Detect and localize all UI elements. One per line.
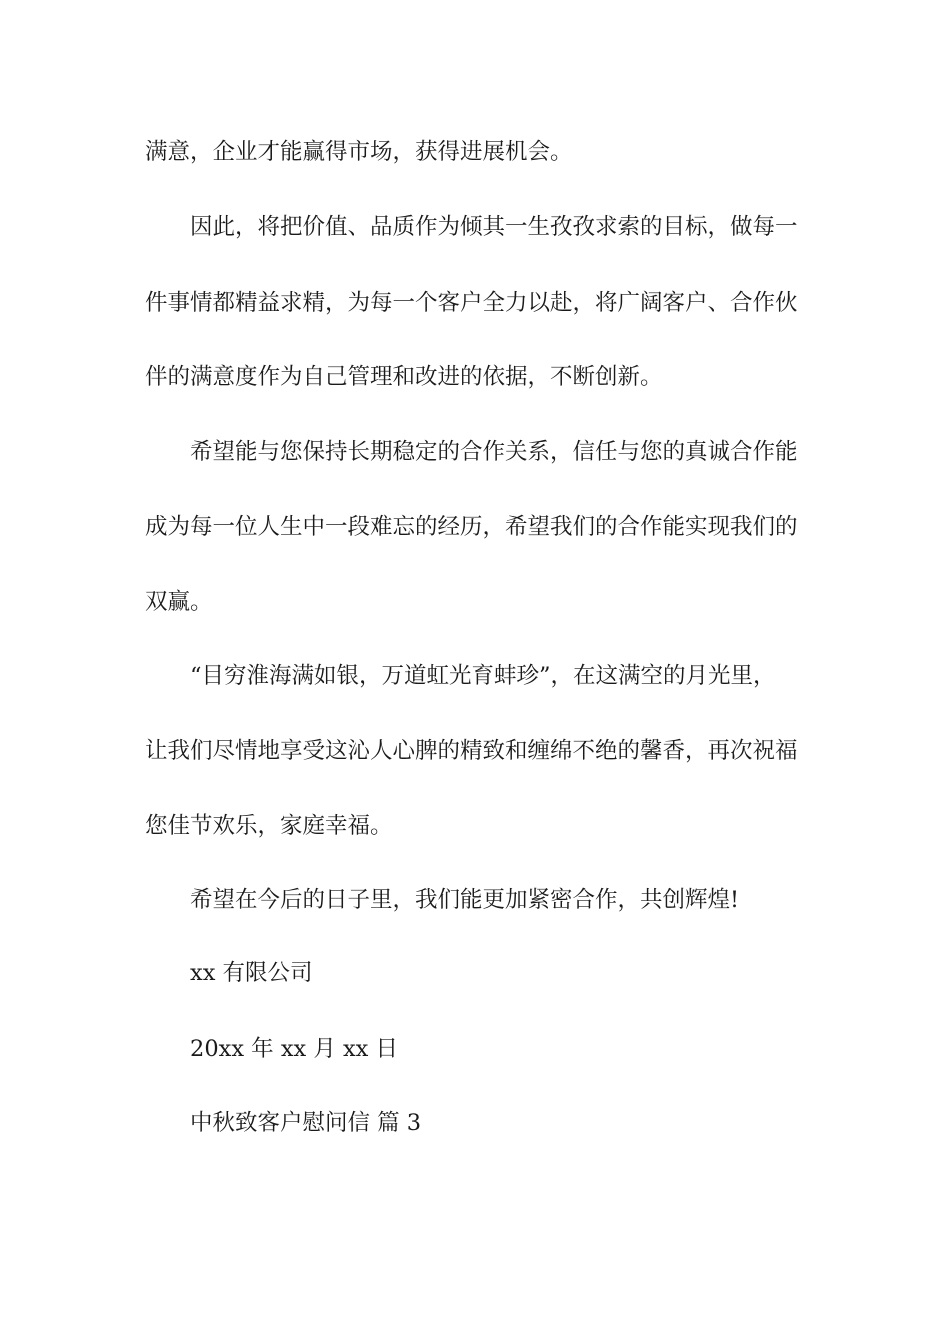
paragraph-line-poem-cont: 让我们尽情地享受这沁人心脾的精致和缠绵不绝的馨香，再次祝福 bbox=[145, 738, 798, 764]
signature-company: xx 有限公司 bbox=[190, 960, 313, 986]
paragraph-line-values-cont: 件事情都精益求精，为每一个客户全力以赴，将广阔客户、合作伙 bbox=[145, 290, 798, 316]
paragraph-line-poem: “目穷淮海满如银，万道虹光育蚌珍”，在这满空的月光里， bbox=[190, 663, 776, 689]
paragraph-line-future: 希望在今后的日子里，我们能更加紧密合作，共创辉煌! bbox=[190, 887, 740, 913]
paragraph-line-poem-end: 您佳节欢乐，家庭幸福。 bbox=[145, 813, 393, 839]
signature-date: 20xx 年 xx 月 xx 日 bbox=[190, 1036, 399, 1062]
paragraph-line-cooperation: 希望能与您保持长期稳定的合作关系，信任与您的真诚合作能 bbox=[190, 439, 798, 465]
paragraph-line-cooperation-cont: 成为每一位人生中一段难忘的经历，希望我们的合作能实现我们的 bbox=[145, 514, 798, 540]
paragraph-line-values-end: 伴的满意度作为自己管理和改进的依据，不断创新。 bbox=[145, 364, 663, 390]
section-heading: 中秋致客户慰问信 篇 3 bbox=[190, 1110, 422, 1136]
paragraph-line-values: 因此，将把价值、品质作为倾其一生孜孜求索的目标，做每一 bbox=[190, 214, 798, 240]
paragraph-line-closing-previous: 满意，企业才能赢得市场，获得进展机会。 bbox=[145, 139, 573, 165]
paragraph-line-cooperation-end: 双赢。 bbox=[145, 589, 213, 615]
